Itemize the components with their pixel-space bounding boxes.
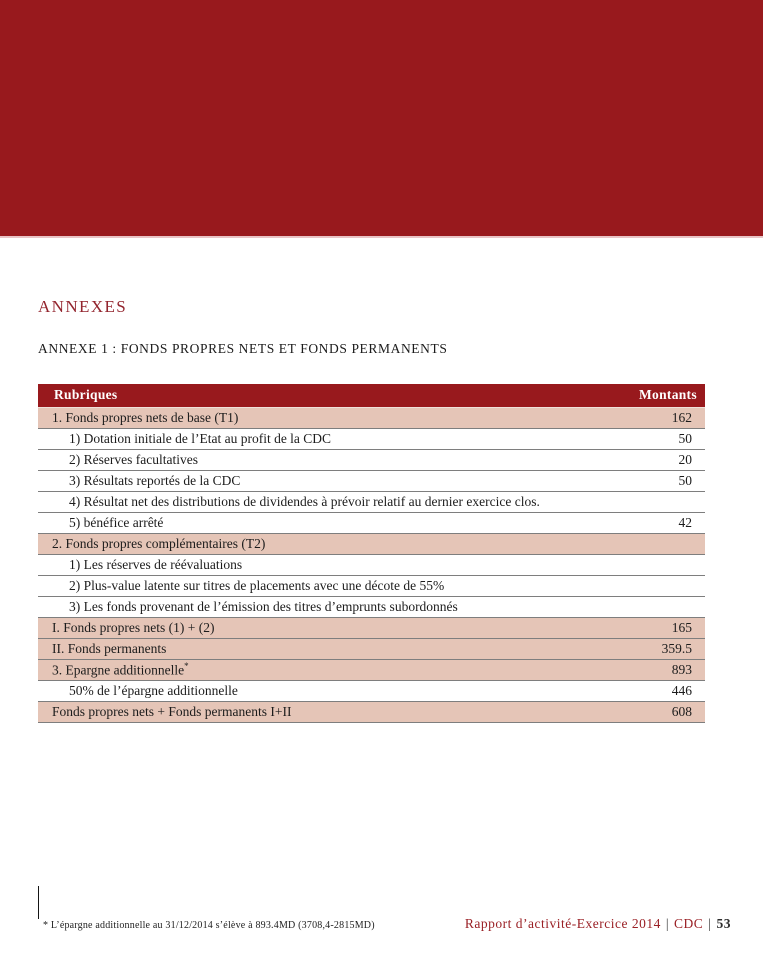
row-value: 50 — [638, 470, 705, 491]
table-row — [38, 596, 705, 617]
table-header-row — [38, 384, 705, 407]
row-label: 2. Fonds propres complémentaires (T2) — [38, 533, 638, 554]
annexe1-heading: ANNEXE 1 : FONDS PROPRES NETS ET FONDS PERMANENTS — [38, 341, 448, 356]
table-header — [38, 384, 705, 407]
footnote-text: * L’épargne additionnelle au 31/12/2014 s’élève à 893.4MD (3708,4-2815MD) — [43, 920, 375, 931]
top-red-banner — [0, 0, 763, 238]
organization-name: CDC — [674, 916, 704, 931]
table-row — [38, 407, 705, 428]
table-row — [38, 575, 705, 596]
column-header-rubriques: Rubriques — [38, 384, 638, 407]
table-row — [38, 449, 705, 470]
page-number: 53 — [716, 916, 731, 931]
row-label: 1) Les réserves de réévaluations — [38, 554, 638, 575]
row-label: 5) bénéfice arrêté — [38, 512, 638, 533]
table-row — [38, 533, 705, 554]
row-value: 162 — [638, 407, 705, 428]
annexes-heading: ANNEXES — [38, 297, 128, 316]
row-label: 4) Résultat net des distributions de dividendes à prévoir relatif au dernier exercice clos. — [38, 491, 638, 512]
row-value: 165 — [638, 617, 705, 638]
row-label: 50% de l’épargne additionnelle — [38, 680, 638, 701]
row-value — [638, 575, 705, 596]
row-value: 50 — [638, 428, 705, 449]
page-footer — [465, 916, 731, 932]
fonds-propres-table — [38, 384, 705, 723]
table-row — [38, 512, 705, 533]
table-row — [38, 554, 705, 575]
row-label: 3) Résultats reportés de la CDC — [38, 470, 638, 491]
row-value: 359.5 — [638, 638, 705, 659]
row-label: Fonds propres nets + Fonds permanents I+II — [38, 701, 638, 722]
row-value — [638, 533, 705, 554]
table-row — [38, 638, 705, 659]
footer-separator: | — [665, 916, 670, 931]
row-value: 446 — [638, 680, 705, 701]
row-label: 2) Plus-value latente sur titres de placements avec une décote de 55% — [38, 575, 638, 596]
row-label: 1. Fonds propres nets de base (T1) — [38, 407, 638, 428]
table-body — [38, 407, 705, 722]
row-value — [638, 596, 705, 617]
row-value: 893 — [638, 659, 705, 680]
table-row — [38, 659, 705, 680]
row-value: 20 — [638, 449, 705, 470]
row-label: 3) Les fonds provenant de l’émission des titres d’emprunts subordonnés — [38, 596, 638, 617]
table-row — [38, 428, 705, 449]
row-value — [638, 554, 705, 575]
column-header-montants: Montants — [638, 384, 705, 407]
table-row — [38, 680, 705, 701]
row-label: 3. Epargne additionnelle* — [38, 659, 638, 680]
table-row — [38, 491, 705, 512]
table-row — [38, 617, 705, 638]
row-value — [638, 491, 705, 512]
report-title: Rapport d’activité-Exercice 2014 — [464, 916, 661, 931]
row-label: I. Fonds propres nets (1) + (2) — [38, 617, 638, 638]
table-row — [38, 701, 705, 722]
row-label: 2) Réserves facultatives — [38, 449, 638, 470]
row-value: 42 — [638, 512, 705, 533]
table-row — [38, 470, 705, 491]
row-label: 1) Dotation initiale de l’Etat au profit de la CDC — [38, 428, 638, 449]
footer-separator: | — [708, 916, 712, 931]
row-label: II. Fonds permanents — [38, 638, 638, 659]
row-value: 608 — [638, 701, 705, 722]
footnote-marker: * — [184, 660, 189, 671]
footnote-divider — [38, 886, 39, 919]
